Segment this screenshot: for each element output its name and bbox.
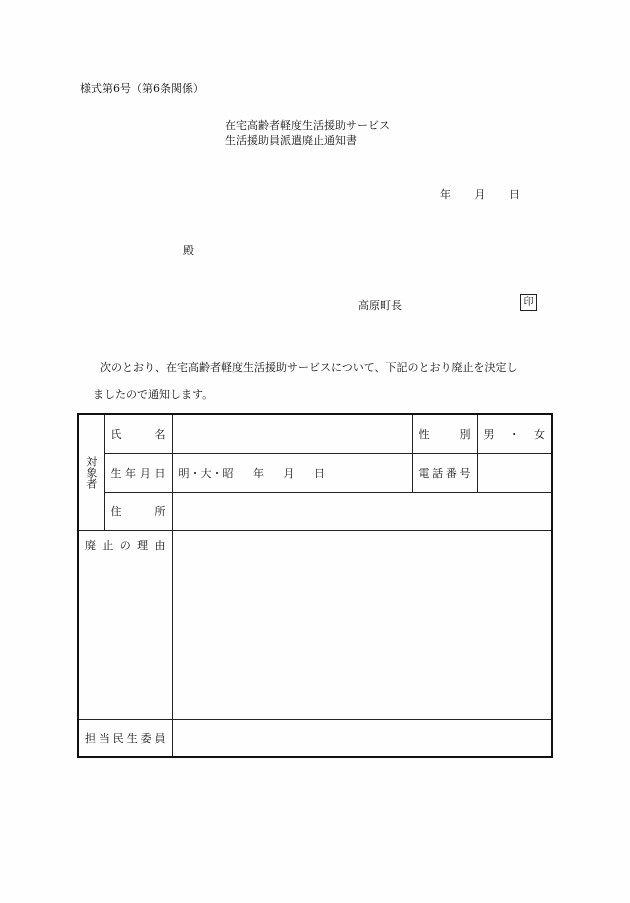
sex-option-separator: ・ <box>508 427 520 441</box>
form-number: 様式第6号（第6条関係） <box>80 82 204 95</box>
document-title-line2: 生活援助員派遣廃止通知書 <box>225 134 357 147</box>
form-table <box>77 413 553 758</box>
name-field[interactable] <box>172 414 412 453</box>
welfare-commissioner-label: 担当民生委員 <box>78 719 172 757</box>
welfare-commissioner-field[interactable] <box>172 719 552 757</box>
document-title-line1: 在宅高齢者軽度生活援助サービス <box>225 119 390 132</box>
body-text-line2: ましたので通知します。 <box>93 388 214 401</box>
name-label: 氏 名 <box>104 414 172 453</box>
reason-field[interactable] <box>172 530 552 719</box>
subject-label: 対象者 <box>84 455 98 489</box>
address-field[interactable] <box>172 492 552 530</box>
sex-label: 性 別 <box>412 414 477 453</box>
addressee-suffix: 殿 <box>183 244 194 257</box>
dob-field[interactable]: 明・大・昭 年 月 日 <box>172 453 412 492</box>
date-line: 年 月 日 <box>440 188 520 201</box>
phone-label: 電話番号 <box>412 453 477 492</box>
sex-option-female[interactable]: 女 <box>534 427 545 441</box>
sex-field[interactable] <box>477 414 552 453</box>
seal-mark: 印 <box>520 294 537 311</box>
phone-field[interactable] <box>477 453 552 492</box>
dob-label: 生年月日 <box>104 453 172 492</box>
body-text-line1: 次のとおり、在宅高齢者軽度生活援助サービスについて、下記のとおり廃止を決定し <box>100 361 518 374</box>
reason-label: 廃止の理由 <box>78 530 172 719</box>
address-label: 住 所 <box>104 492 172 530</box>
subject-label-cell <box>78 414 104 530</box>
sex-option-male[interactable]: 男 <box>483 427 495 441</box>
issuer-name: 高原町長 <box>358 299 402 312</box>
